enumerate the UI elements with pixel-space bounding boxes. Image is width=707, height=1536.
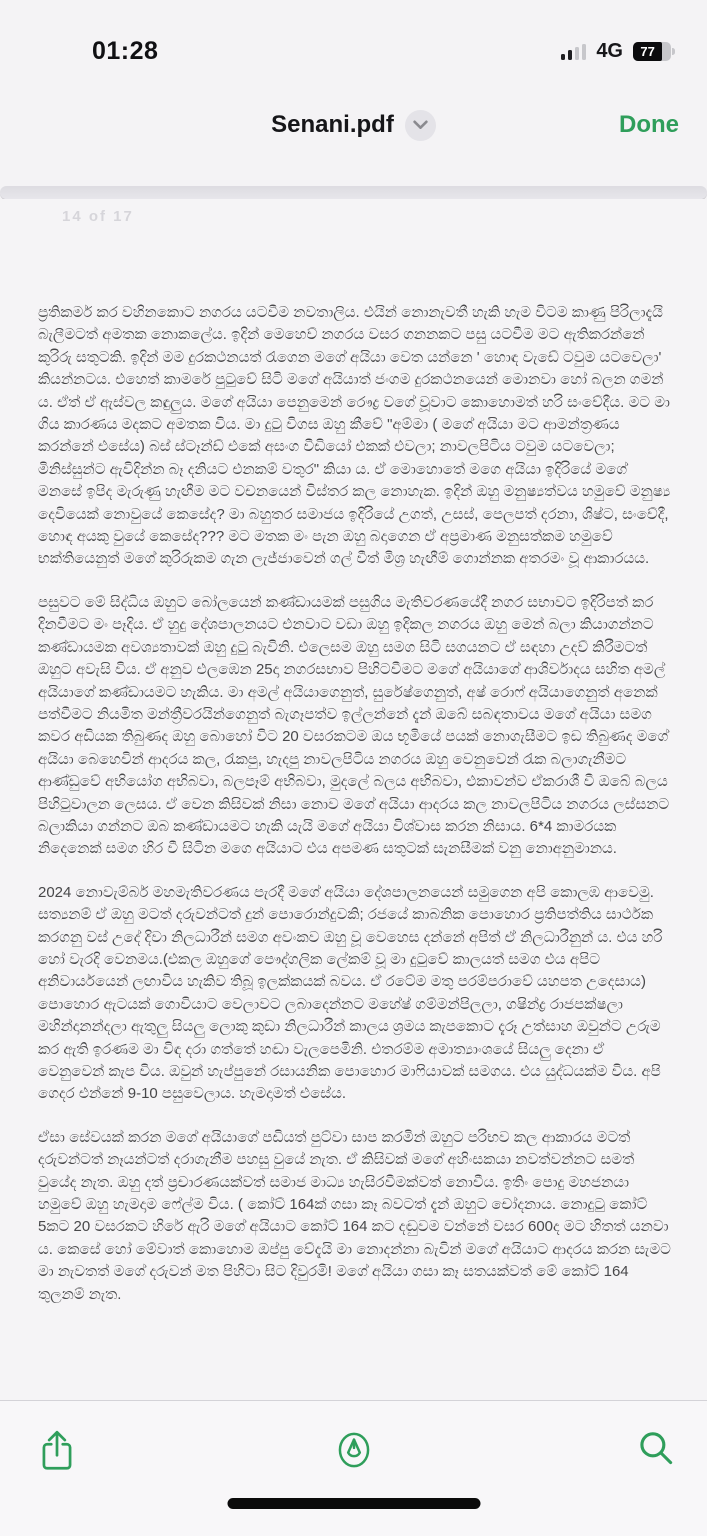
share-button[interactable] <box>30 1423 84 1477</box>
scroll-edge-divider <box>0 186 707 199</box>
home-indicator[interactable] <box>227 1498 480 1509</box>
search-button[interactable] <box>629 1423 683 1477</box>
chevron-down-icon <box>413 120 428 130</box>
markup-icon <box>331 1425 377 1475</box>
status-bar <box>0 28 707 74</box>
paragraph-2: පසුවට මේ සිද්ධිය ඔහුට බෝලයෙන් කණ්ඩායමක් පසුගිය මැතිවරණයේදී නගර සභාවට ඉදිරිපත් කර දිනවීමට මං පෑදිය. ඒ හුදු දේශපාලනයට එනවාට වඩා ඔහු ඉදිකල නගරය ඔහු මෙන් බලා කියාගන්නට කණ්ඩායමක අවශ්‍යතාවක් ඔහු දුටු බැවිනි. එලෙසම ඔහු සමග සිටි සගයනට ඒ සඳහා උදව් කිරීමටත් ඔහුට අවැසි විය. ඒ අනුව එලඹෙන 25දා නගරසභාව පිහිටවීමට මගේ අයියාගේ ආශිර්වාදය සහිත අමල් අයියාගේ කණ්ඩායමට හැකිය. මා අමල් අයියාගෙනුත්, සුරේෂ්ගෙනුත්, අෂ් රොෆ් අයියාගෙනුත් අනෙක් පත්වීමට නියමිත මන්ත්‍රීවරයින්ගෙනුත් බැගෑපත්ව ඉල්ලන්නේ දැන් ඔබේ සබඳතාවය මගේ අයියා සමග කවර අඩියක තිබුණද ඔහු බොහෝ විට 20 වසරකටම ඔය භූමියේ පයක් නොගැසීමට ඉඩ තිබුණද මගේ අයියා බෙහෙවින් ආදරය කල, රැකපු, හැදපු නාවලපිටිය නගරය ඔහු වෙනුවෙන් රැක බලාගැනීමට ආණ්ඩුවේ අභියෝග අභිබවා, බලපෑම් අභිබවා, මුදලේ බලය අභිබවා, එකාවන්ව ඒකරාශී වී ඔබේ බලය පිහිටුවාලන ලෙසය. ඒ වෙන කිසිවක් නිසා නොව මගේ අයියා ආදරය කල නාවලපිටිය නගරය ලස්සනට බලාකියා ගන්නට ඔබ කණ්ඩායමට හැකි යැයි මගේ අයියා විශ්වාස කරන නිසාය. 6*4 කාමරයක නිදෙනෙක් සමග හිර වී සිටින මගෙ අයියාට එය අපමණ සතුටක් සැනසීමක් වනු නොඅනුමානය. <box>38 593 670 858</box>
network-type-label: 4G <box>596 39 623 62</box>
battery-cap <box>672 48 676 56</box>
paragraph-3: 2024 නොවැම්බර් මහමැතිවරණය පැරදී මගේ අයියා දේශපාලනයෙන් සමුගෙන අපි කොලඹ ආවෙමු. සත්‍යනම් ඒ ඔහු මටත් දරුවන්ටත් දුන් පොරොන්දුවකි; රජයේ කාබනික පොහොර ප්‍රතිපත්තිය සාර්ථක කරගනු වස් උදේ දිවා නිලධාරීන් සමග අවංකව ඔහු වූ වෙහෙස දන්නේ අපිත් ඒ නිලධාරීනුන් ය. එය හරි හෝ වැරදි වෙනමය.(එකල ඔහුගේ පෞද්ගලික ලේකම් වූ මා දුටුවේ කාලයත් සමග එය අපිට අනිවාර්යයෙන් ලඟාවිය හැකිව තිබූ ඉලක්කයක් බවය. ඒ රටේම මතු පරම්පරාවේ යහපත උදෙසාය) පොහොර ඇටයක් ගොවියාට වෙලාවට ලබාදෙන්නට මහේෂ් ගම්මන්පිලලා, ගෂින්ද්‍ර රාජපක්ෂලා මහින්දානන්දලා ඇතුලු සියලු ලොකු කුඩා නිලධාරීන් කාලය ශ්‍රමය කැපකොට දැරූ උත්සාහ ඔවුන්ට උරුම කර ඇති ඉරණම මා විඳ දරා ගත්තේ හඬා වැලපෙමිනි. එතරම්ම අමාත්‍යාංශයේ සියලු දෙනා ඒ වෙනුවෙන් කැප විය. ඔවුන් හැප්පුනේ රසායනික පොහොර මාෆියාවක් සමගය. එය යුද්ධයක්ම විය. අපි ගෙදර එන්නේ 9-10 පසුවෙලාය. හැමදාමත් එසේය. <box>38 883 663 1103</box>
title-dropdown-button[interactable] <box>405 110 436 141</box>
document-title-group <box>0 94 707 156</box>
paragraph-4: ඒසා සේවයක් කරන මගේ අයියාගේ පඩියත් පුට්වා සාප කරමින් ඔහුට පරිභව කල ආකාරය මටත් දරුවන්ටත් නෑයන්ටත් දරාගැනීම පහසු වුයේ නැත. ඒ කිසිවක් මගේ අහිංසකයා නවත්වන්නට සමත් වුයේද නැත. ඔහු දත් ප්‍රචාරණයක්වත් සමාජ මාධ්‍ය හැසිරවීමක්වත් නොවීය. ඉතිං පොදු මහජනයා හමුවේ ඔහු හැමදාම ෆේල්ම විය. ( කෝට් 164ක් ගසා කෑ බවටත් දැන් ඔහුට චෝදනාය. නොදුටු කෝට් 5කට 20 වසරකට හිරේ ඇරි මගේ අයියාට කෝට් 164 කට දඬුවම වන්නේ වසර 600ද මට හිතත් යනවා ය. කෙසේ හෝ මේවාත් කොහොම ඔප්පු වේදැයි මා නොදන්නා බැවින් මගේ අයියාට ආදරය කරන සැමට මා නැවතත් මගේ දරුවන් මත පිහිටා සිට දිවුරමි! මගේ අයියා ගසා කෑ සතයක්වත් මේ කෝට් 164 තුලනම් නැත. <box>38 1128 671 1303</box>
battery-percent-label: 77 <box>640 43 655 59</box>
bottom-toolbar <box>0 1400 707 1536</box>
cellular-signal-icon <box>561 43 587 60</box>
pdf-page[interactable] <box>0 199 707 1400</box>
document-text <box>38 302 674 1327</box>
search-icon <box>633 1425 679 1473</box>
markup-button[interactable] <box>327 1423 381 1477</box>
paragraph-1: ප්‍රතිකර්ම කර වහිනකොට නගරය යටවීම නවතාලිය. එයින් නොනැවතී හැකි හැම විටම කාණු පිරිලාදැයි බැලීමටත් අමතක නොකලේය. ඉදින් මෙහෙව් නගරය වසර ගනනකට පසු යටවීම මට ඇතිකරන්නේ කුරිරු සතුටකි. ඉදින් මම දුරකථනයත් රැගෙන මගේ අයියා වෙත යන්නෙ ' හොඳ වැඩේ ටවුම යටවෙලා' කියන්නටය. එහෙත් කාමරේ පුටුවේ සිටි මගේ අයියාත් ජංගම දුරකථනයෙන් මොනවා හෝ බලන ගමන් ය. ඒත් ඒ ඇස්වල කඳුලුය. මගේ අයියා පෙනුමෙන් රෞද්‍ර වගේ වූවාට කොහොමත් හරි සංවේදීය. මට මා ගිය කාරණය මදකට අමතක විය. මා දුටු විගස ඔහු කීවේ "අම්මා ( මගේ අයියා මට ආමන්ත්‍රණය කරන්නේ එසේය) බස් ස්ටෑන්ඩ් එකේ අසංග වීඩියෝ එකක් එවලා; නාවලපිටිය ටවුම යටවෙලා; මිනිස්සුන්ට ඇවිදින්න බෑ දනියට එනකම් වතුර" කියා ය. ඒ මොහොතේ මගෙ අයියා ඉදිරියේ මගේ මනසේ ඉපිද මැරුණු හැඟීම මට වචනයෙන් විස්තර කල නොහැක. ඉදින් ඔහු මනුෂ්‍යත්වය හමුවේ මනුෂ්‍ය දෙවියෙක් නොවුයේ කෙසේද? මා බහුතර සමාජය ඉදිරියේ උගත්, උසස්, පෙලපත් දරනා, ශිෂ්ට, සංවේදී, හොඳ අයකු වුයේ කෙසේද??? මට මතක මං පැන ඔහු බදාගෙන ඒ අප්‍රමාණ මනුසත්කම හමුවේ භක්තියෙනුත් මගේ කුරිරුකම ගැන ලැජ්ජාවෙන් ගල් වීත් මිශ්‍ර හැඟීම් ගොන්නක අතරමං වූ ආකාරයය. <box>38 304 671 568</box>
done-button[interactable]: Done <box>619 111 679 138</box>
document-title: Senani.pdf <box>271 111 394 138</box>
share-icon <box>34 1425 80 1475</box>
status-indicators <box>561 40 671 63</box>
navigation-bar <box>0 94 707 156</box>
status-time: 01:28 <box>92 36 159 65</box>
battery-icon <box>633 42 671 61</box>
page-indicator: 14 of 17 <box>62 208 134 225</box>
